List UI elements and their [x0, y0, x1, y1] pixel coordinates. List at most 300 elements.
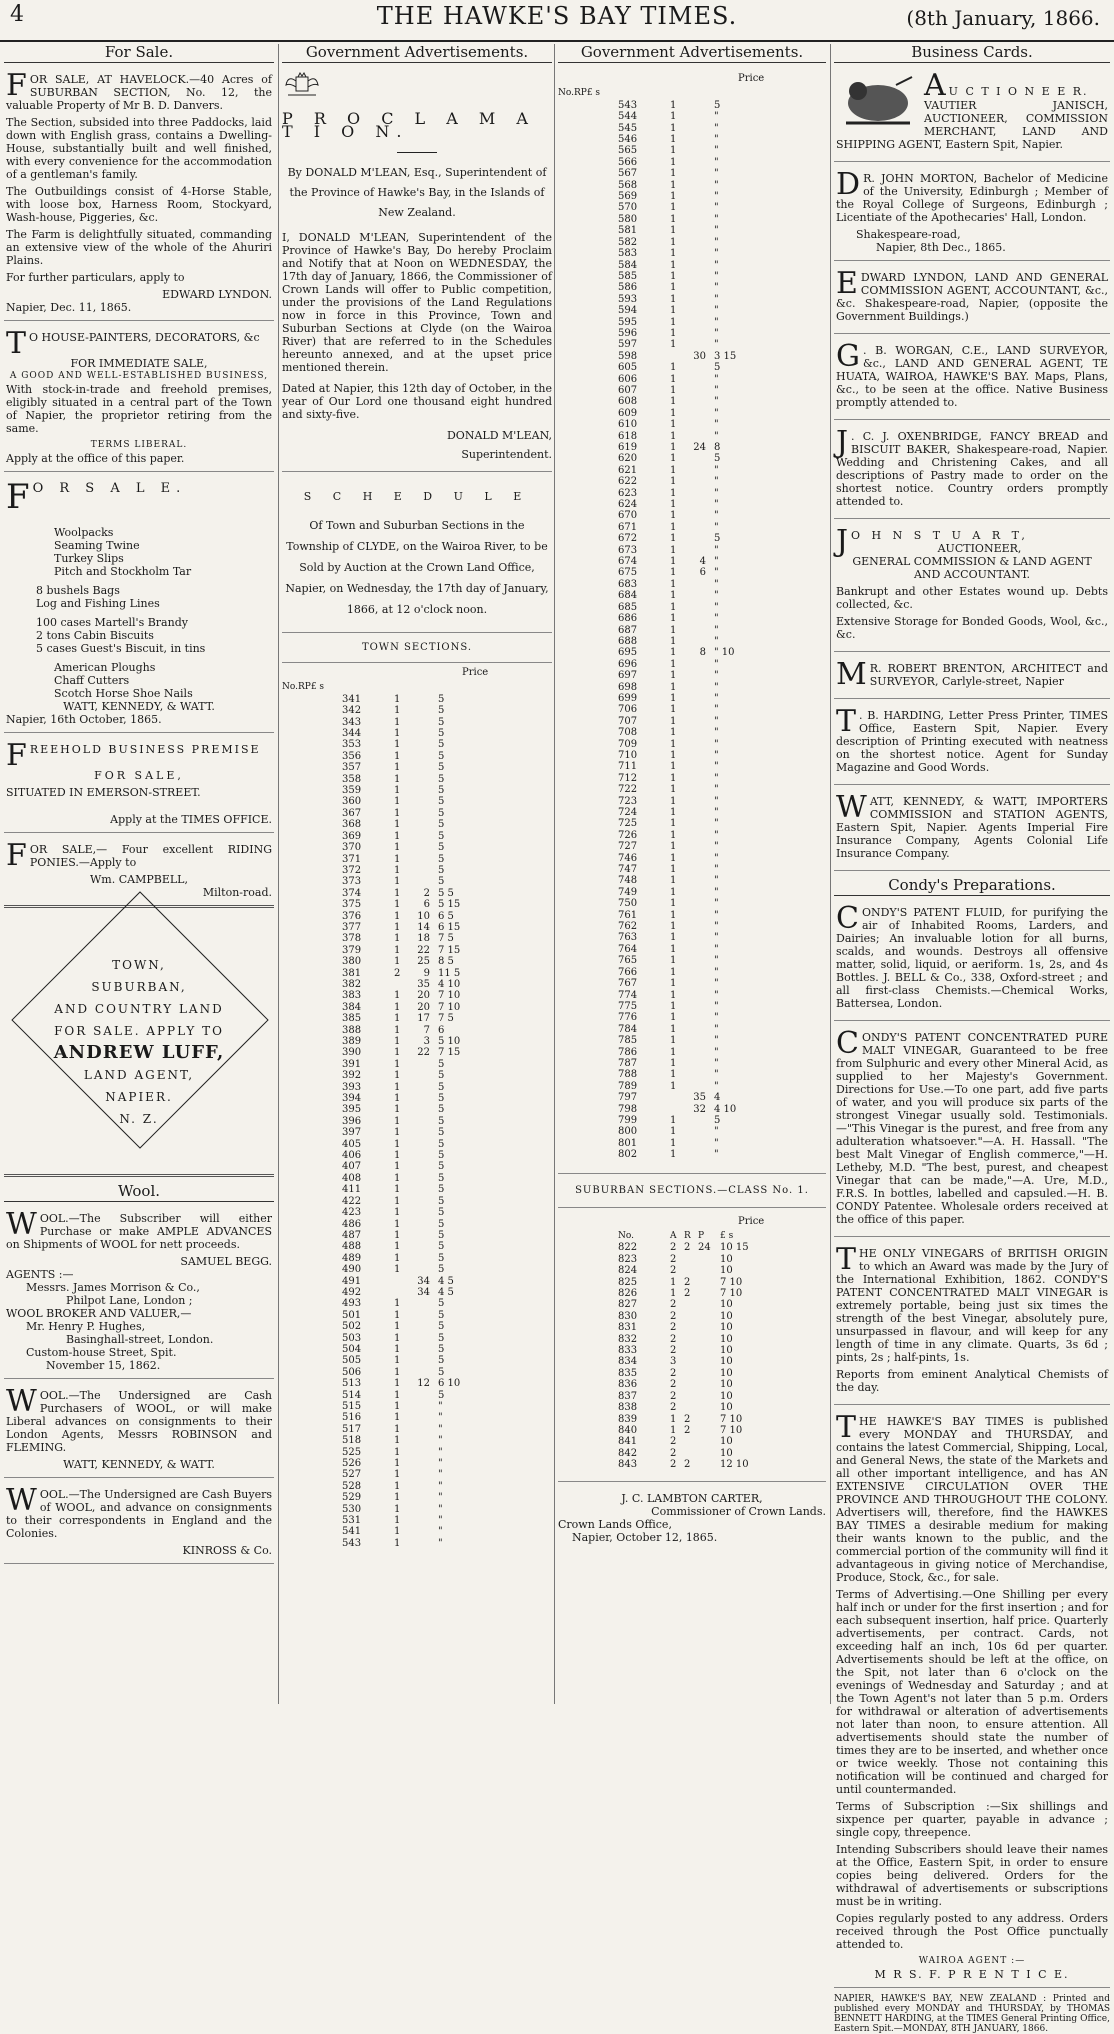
section-price: 6 5 [438, 910, 454, 922]
section-perches: 6 [699, 567, 706, 579]
section-roods: 1 [670, 681, 677, 693]
ad-subheading: FOR IMMEDIATE SALE, [70, 357, 208, 370]
section-price: 5 [438, 750, 445, 762]
table-row [558, 510, 826, 521]
drop-cap: W [6, 1207, 37, 1242]
table-row [282, 1412, 552, 1423]
section-no: 381 [342, 967, 362, 979]
section-no: 514 [342, 1389, 362, 1401]
section-price: 5 [438, 1207, 445, 1219]
table-row [558, 864, 826, 875]
section-perches: 4 [699, 556, 706, 568]
section-no: 837 [618, 1390, 638, 1402]
section-no: 390 [342, 1047, 362, 1059]
section-price: " [714, 841, 719, 853]
section-perches [410, 1344, 438, 1355]
section-perches: 35 [417, 978, 430, 990]
table-row [558, 396, 826, 407]
section-perches [410, 1253, 438, 1264]
suburban-sections-heading: SUBURBAN SECTIONS.—CLASS No. 1. [575, 1184, 809, 1196]
section-roods: 1 [670, 282, 677, 294]
section-no: 797 [618, 1092, 638, 1104]
town-sections-table-cont [558, 73, 826, 1161]
section-price: " [714, 384, 719, 396]
table-row [558, 796, 826, 807]
section-roods: 1 [394, 1104, 401, 1116]
town-sections-heading: TOWN SECTIONS. [361, 642, 473, 653]
section-price: " [714, 396, 719, 408]
section-roods: 1 [394, 1081, 401, 1093]
section-perches [698, 1356, 720, 1367]
section-roods: 1 [670, 556, 677, 568]
section-perches [686, 362, 714, 373]
section-perches [686, 978, 714, 989]
ad-times-terms [834, 1411, 1110, 1988]
section-price: " [714, 761, 719, 773]
section-price: " [714, 145, 719, 157]
ad-date: November 15, 1862. [46, 1359, 161, 1372]
section-roods: 1 [670, 1114, 677, 1126]
section-price: " [438, 1526, 443, 1538]
section-perches [686, 522, 714, 533]
section-perches [410, 1116, 438, 1127]
section-perches [410, 1526, 438, 1537]
section-roods: 1 [670, 191, 677, 203]
section-acres: 1 [670, 1413, 677, 1425]
town-sections-table [282, 667, 552, 1549]
section-heading: Wool. [4, 1183, 274, 1202]
section-perches: 35 [693, 1092, 706, 1104]
section-perches [410, 1196, 438, 1207]
table-row [558, 202, 826, 213]
section-price: " [714, 339, 719, 351]
section-perches [686, 317, 714, 328]
section-no: 708 [618, 727, 638, 739]
section-price: 5 [438, 1389, 445, 1401]
ad-subheading: SITUATED IN EMERSON-STREET. [6, 786, 201, 799]
section-perches [410, 1321, 438, 1332]
section-no: 586 [618, 282, 638, 294]
section-no: 384 [342, 1001, 362, 1013]
section-roods: 1 [394, 1343, 401, 1355]
section-roods: 1 [394, 921, 401, 933]
section-roods: 1 [394, 1423, 401, 1435]
section-perches [686, 111, 714, 122]
section-price: 5 [714, 533, 721, 545]
section-perches: 6 [423, 899, 430, 911]
section-no: 581 [618, 225, 638, 237]
section-no: 725 [618, 818, 638, 830]
section-price: 5 [438, 739, 445, 751]
section-perches: 17 [417, 1013, 430, 1025]
table-row [558, 214, 826, 225]
section-price: " [714, 670, 719, 682]
table-row [558, 739, 826, 750]
table-row [558, 134, 826, 145]
section-price: " [714, 259, 719, 271]
card-heading: U C T I O N E E R. [948, 85, 1089, 98]
section-roods: 1 [670, 327, 677, 339]
section-no: 784 [618, 1023, 638, 1035]
table-row [282, 1504, 552, 1515]
section-no: 405 [342, 1138, 362, 1150]
section-perches [410, 1184, 438, 1195]
ad-paragraph: Terms of Advertising.—One Shilling per every half inch or under for the first insertion ; and for each subsequent insertion, half price. Quarterly advertisements, per contract. Cards, not exceeding half an inch, 10s 6d per quarter. Advertisements should be left at the office, on the Spit, not later than 6 o'clock on the evenings of Wednesday and Saturday ; and at the Town Agent's not later than 5 p.m. Orders for withdrawal or alteration of advertisements not later than noon, to ensure attention. All advertisements should state the number of times they are to be inserted, and whether once or twice weekly. Those not containing this notification will be continued and charged for until countermanded. [836, 1588, 1108, 1796]
section-perches [686, 510, 714, 521]
section-perches [686, 1149, 714, 1160]
section-perches [686, 590, 714, 601]
section-perches [698, 1436, 720, 1447]
section-roods: 1 [670, 624, 677, 636]
table-row [558, 157, 826, 168]
table-row [282, 1196, 552, 1207]
section-roods: 1 [670, 156, 677, 168]
ad-line: AGENTS :— [6, 1268, 74, 1281]
section-perches [686, 488, 714, 499]
section-price: 5 [438, 1161, 445, 1173]
newspaper-title: THE HAWKE'S BAY TIMES. [376, 2, 738, 30]
section-perches [410, 1515, 438, 1526]
ad-paragraph: With stock-in-trade and freehold premises, eligibly situated in a central part of the Town of Napier, the proprietor retiring from the same. [6, 383, 272, 435]
section-no: 505 [342, 1355, 362, 1367]
section-price: " [714, 807, 719, 818]
section-roods [684, 1391, 698, 1402]
section-no: 836 [618, 1379, 638, 1391]
section-no: 789 [618, 1080, 638, 1092]
table-row [282, 1515, 552, 1526]
section-price: " [714, 578, 719, 590]
table-row [558, 1368, 826, 1379]
table-row [282, 854, 552, 865]
section-perches [410, 1458, 438, 1469]
section-price: 5 [438, 819, 445, 831]
table-row [558, 328, 826, 339]
section-no: 594 [618, 305, 638, 317]
agent-name: ANDREW LUFF, [53, 1042, 225, 1063]
section-roods: 1 [670, 1035, 677, 1047]
section-no: 724 [618, 807, 638, 818]
section-perches [686, 339, 714, 350]
section-price: " [714, 305, 719, 317]
table-row [282, 1173, 552, 1184]
table-row [558, 704, 826, 715]
suburban-sections-table [558, 1216, 826, 1471]
section-price: " [714, 1069, 719, 1081]
ad-apply: Apply at the TIMES OFFICE. [110, 813, 272, 826]
section-heading: Government Advertisements. [558, 44, 826, 63]
section-roods: 1 [394, 944, 401, 956]
section-no: 672 [618, 533, 638, 545]
section-roods: 1 [394, 705, 401, 717]
section-price: " [714, 225, 719, 237]
table-row [558, 1391, 826, 1402]
section-roods: 1 [670, 590, 677, 602]
ad-line: N. Z. [119, 1112, 159, 1126]
header-price: £ s [586, 88, 601, 99]
section-perches [686, 237, 714, 248]
section-perches [686, 499, 714, 510]
section-no: 360 [342, 796, 362, 808]
section-price: 5 10 [438, 1036, 461, 1047]
table-row [558, 1069, 826, 1080]
section-no: 776 [618, 1012, 638, 1024]
table-row [558, 659, 826, 670]
section-roods: 1 [394, 1458, 401, 1470]
section-no: 825 [618, 1276, 638, 1288]
section-price: " [438, 1492, 443, 1504]
section-price: 5 [438, 1127, 445, 1139]
section-price: " [714, 156, 719, 168]
section-roods [394, 1287, 410, 1298]
table-row [558, 1012, 826, 1023]
section-no: 608 [618, 396, 638, 408]
section-perches [410, 1139, 438, 1150]
section-price: " [714, 134, 719, 146]
table-row [282, 1047, 552, 1058]
section-roods: 1 [670, 841, 677, 853]
section-price: 7 10 [720, 1424, 743, 1436]
section-price: 10 [720, 1402, 733, 1414]
section-price: " [714, 932, 719, 944]
section-roods: 1 [670, 213, 677, 225]
section-roods: 1 [670, 715, 677, 727]
card-line: AND ACCOUNTANT. [913, 568, 1031, 581]
section-roods: 1 [394, 819, 401, 831]
section-roods: 1 [670, 293, 677, 305]
section-perches [686, 1115, 714, 1126]
section-roods: 1 [670, 818, 677, 830]
table-row [558, 784, 826, 795]
section-no: 699 [618, 692, 638, 704]
table-row [282, 1253, 552, 1264]
section-roods: 1 [394, 990, 401, 1002]
section-no: 372 [342, 864, 362, 876]
section-price: " [714, 430, 719, 442]
section-no: 786 [618, 1046, 638, 1058]
card-brenton [834, 658, 1110, 699]
section-roods: 1 [394, 1492, 401, 1504]
ad-paragraph: Terms of Subscription :—Six shillings and sixpence per quarter, payable in advance ; single copy, threepence. [836, 1800, 1108, 1839]
section-roods [684, 1436, 698, 1447]
drop-cap: F [6, 738, 27, 773]
section-no: 831 [618, 1322, 638, 1334]
table-row [282, 1139, 552, 1150]
ad-freehold-premise [4, 739, 274, 833]
section-perches [410, 1310, 438, 1321]
section-no: 341 [342, 693, 362, 705]
table-row [558, 944, 826, 955]
ad-apply: Apply at the office of this paper. [6, 452, 185, 465]
table-row [558, 545, 826, 556]
section-acres: 2 [670, 1299, 677, 1311]
section-no: 709 [618, 738, 638, 750]
section-price: 4 5 [438, 1275, 454, 1287]
section-roods: 1 [670, 784, 677, 796]
section-perches [686, 739, 714, 750]
auction-engraving-icon [836, 73, 920, 131]
section-price: " [714, 373, 719, 385]
table-row [558, 1299, 826, 1310]
section-no: 488 [342, 1241, 362, 1253]
table-row [558, 750, 826, 761]
section-roods: 1 [394, 1309, 401, 1321]
header-p: P [580, 88, 587, 99]
section-no: 688 [618, 635, 638, 647]
section-roods: 1 [394, 1332, 401, 1344]
section-price: " [438, 1446, 443, 1458]
drop-cap: F [6, 838, 27, 873]
section-roods: 1 [670, 442, 677, 453]
section-perches [410, 1070, 438, 1081]
section-no: 407 [342, 1161, 362, 1173]
table-row [558, 362, 826, 373]
table-row [558, 1459, 826, 1470]
section-price: " [438, 1503, 443, 1515]
section-no: 710 [618, 749, 638, 761]
section-price: " [714, 886, 719, 898]
section-roods: 1 [670, 384, 677, 396]
section-heading: Condy's Preparations. [834, 877, 1110, 896]
section-price: 5 [438, 1195, 445, 1207]
section-no: 785 [618, 1035, 638, 1047]
card-morton [834, 168, 1110, 261]
section-perches [410, 774, 438, 785]
section-no: 697 [618, 670, 638, 682]
section-no: 763 [618, 932, 638, 944]
section-no: 827 [618, 1299, 638, 1311]
section-roods: 1 [670, 1149, 677, 1161]
section-perches [686, 784, 714, 795]
proclamation-body: I, DONALD M'LEAN, Superintendent of the Province of Hawke's Bay, Do hereby Proclaim and Notify that at Noon on WEDNESDAY, the 17th day of January, 1866, the Commissioner of Crown Lands will offer to Public competition, under the provisions of the Land Regulations now in force in this Province, Town and Suburban Sections at Clyde (on the Wairoa River) that are referred to in the Schedules hereunto annexed, and at the upset price mentioned therein. [282, 231, 552, 374]
card-lyndon [834, 267, 1110, 334]
section-price: " [714, 282, 719, 294]
list-item: American Ploughs [54, 661, 156, 674]
table-row [282, 1481, 552, 1492]
ad-heading: O R S A L E. [32, 481, 187, 496]
section-no: 369 [342, 830, 362, 842]
section-price: 5 [438, 842, 445, 854]
table-row [282, 1367, 552, 1378]
section-roods: 1 [394, 1127, 401, 1139]
section-price: " [714, 1137, 719, 1149]
section-perches [410, 1367, 438, 1378]
section-roods: 1 [670, 339, 677, 351]
table-row [558, 887, 826, 898]
section-roods: 1 [670, 852, 677, 864]
section-price: " [714, 1126, 719, 1138]
table-row [558, 682, 826, 693]
section-perches [686, 830, 714, 841]
table-row [558, 602, 826, 613]
section-price: 6 10 [438, 1378, 461, 1390]
section-perches [410, 1082, 438, 1093]
section-price: 10 [720, 1310, 733, 1322]
section-roods [684, 1334, 698, 1345]
table-row [282, 1116, 552, 1127]
ad-signature: WATT, KENNEDY, & WATT. [63, 700, 215, 713]
table-row [558, 488, 826, 499]
section-price: 5 [714, 1114, 721, 1126]
section-roods: 1 [394, 899, 401, 911]
section-price: 7 15 [438, 1047, 461, 1059]
table-row [282, 1390, 552, 1401]
section-roods [670, 351, 686, 362]
section-no: 712 [618, 772, 638, 784]
schedule-title: S C H E D U L E [303, 490, 531, 503]
section-roods: 1 [670, 921, 677, 933]
section-no: 377 [342, 921, 362, 933]
section-roods: 1 [394, 853, 401, 865]
section-price: " [714, 795, 719, 807]
section-price: 10 [720, 1447, 733, 1459]
column-rule [278, 44, 279, 1704]
ad-line: Basinghall-street, London. [66, 1333, 214, 1346]
section-no: 671 [618, 521, 638, 533]
section-no: 376 [342, 910, 362, 922]
section-perches [686, 545, 714, 556]
table-row [558, 317, 826, 328]
section-price: 5 [714, 362, 721, 374]
ad-text: OR SALE,— Four excellent RIDING PONIES.—Apply to [29, 843, 272, 869]
section-no: 764 [618, 943, 638, 955]
section-perches [410, 1298, 438, 1309]
header-price: £ s [720, 1231, 734, 1241]
section-perches: 3 [423, 1036, 430, 1047]
section-roods: 1 [670, 122, 677, 134]
section-roods [684, 1299, 698, 1310]
ad-line: LAND AGENT, [83, 1068, 195, 1082]
section-no: 619 [618, 442, 638, 453]
table-row [282, 1435, 552, 1446]
section-roods: 1 [394, 1412, 401, 1424]
section-perches [686, 191, 714, 202]
ad-text: OOL.—The Undersigned are Cash Purchasers of WOOL, or will make Liberal advances on consignments to their London Agents, Messrs ROBINSON and FLEMING. [6, 1389, 272, 1454]
table-row [282, 1059, 552, 1070]
table-row [558, 1448, 826, 1459]
section-price: 5 [438, 1058, 445, 1070]
header-r: R [684, 1231, 691, 1241]
table-row [558, 476, 826, 487]
section-roods: 1 [670, 430, 677, 442]
card-text: . B. HARDING, Letter Press Printer, TIMES Office, Eastern Spit, Napier. Every description of Printing executed with neatness on the shortest notice. Agent for Sunday Magazine and Good Words. [836, 709, 1108, 774]
ad-signature: Wm. CAMPBELL, [90, 873, 188, 886]
section-no: 762 [618, 921, 638, 933]
table-row [282, 785, 552, 796]
section-perches [410, 865, 438, 876]
section-no: 530 [342, 1503, 362, 1515]
section-perches: 25 [417, 956, 430, 968]
section-roods: 1 [394, 1184, 401, 1196]
section-perches: 22 [417, 1047, 430, 1059]
table-row [282, 1298, 552, 1309]
section-price: 10 [720, 1299, 733, 1311]
section-roods: 2 [684, 1242, 691, 1254]
section-price: 5 [438, 1138, 445, 1150]
section-no: 487 [342, 1229, 362, 1241]
section-no: 621 [618, 464, 638, 476]
section-no: 408 [342, 1172, 362, 1184]
section-roods [684, 1368, 698, 1379]
section-no: 353 [342, 739, 362, 751]
section-price: " [714, 544, 719, 556]
section-perches [686, 374, 714, 385]
section-roods: 1 [670, 510, 677, 522]
section-no: 543 [342, 1537, 362, 1549]
section-roods: 1 [670, 989, 677, 1001]
section-price: " [714, 191, 719, 203]
section-price: 4 5 [438, 1286, 454, 1298]
ad-wool-watt [4, 1385, 274, 1478]
